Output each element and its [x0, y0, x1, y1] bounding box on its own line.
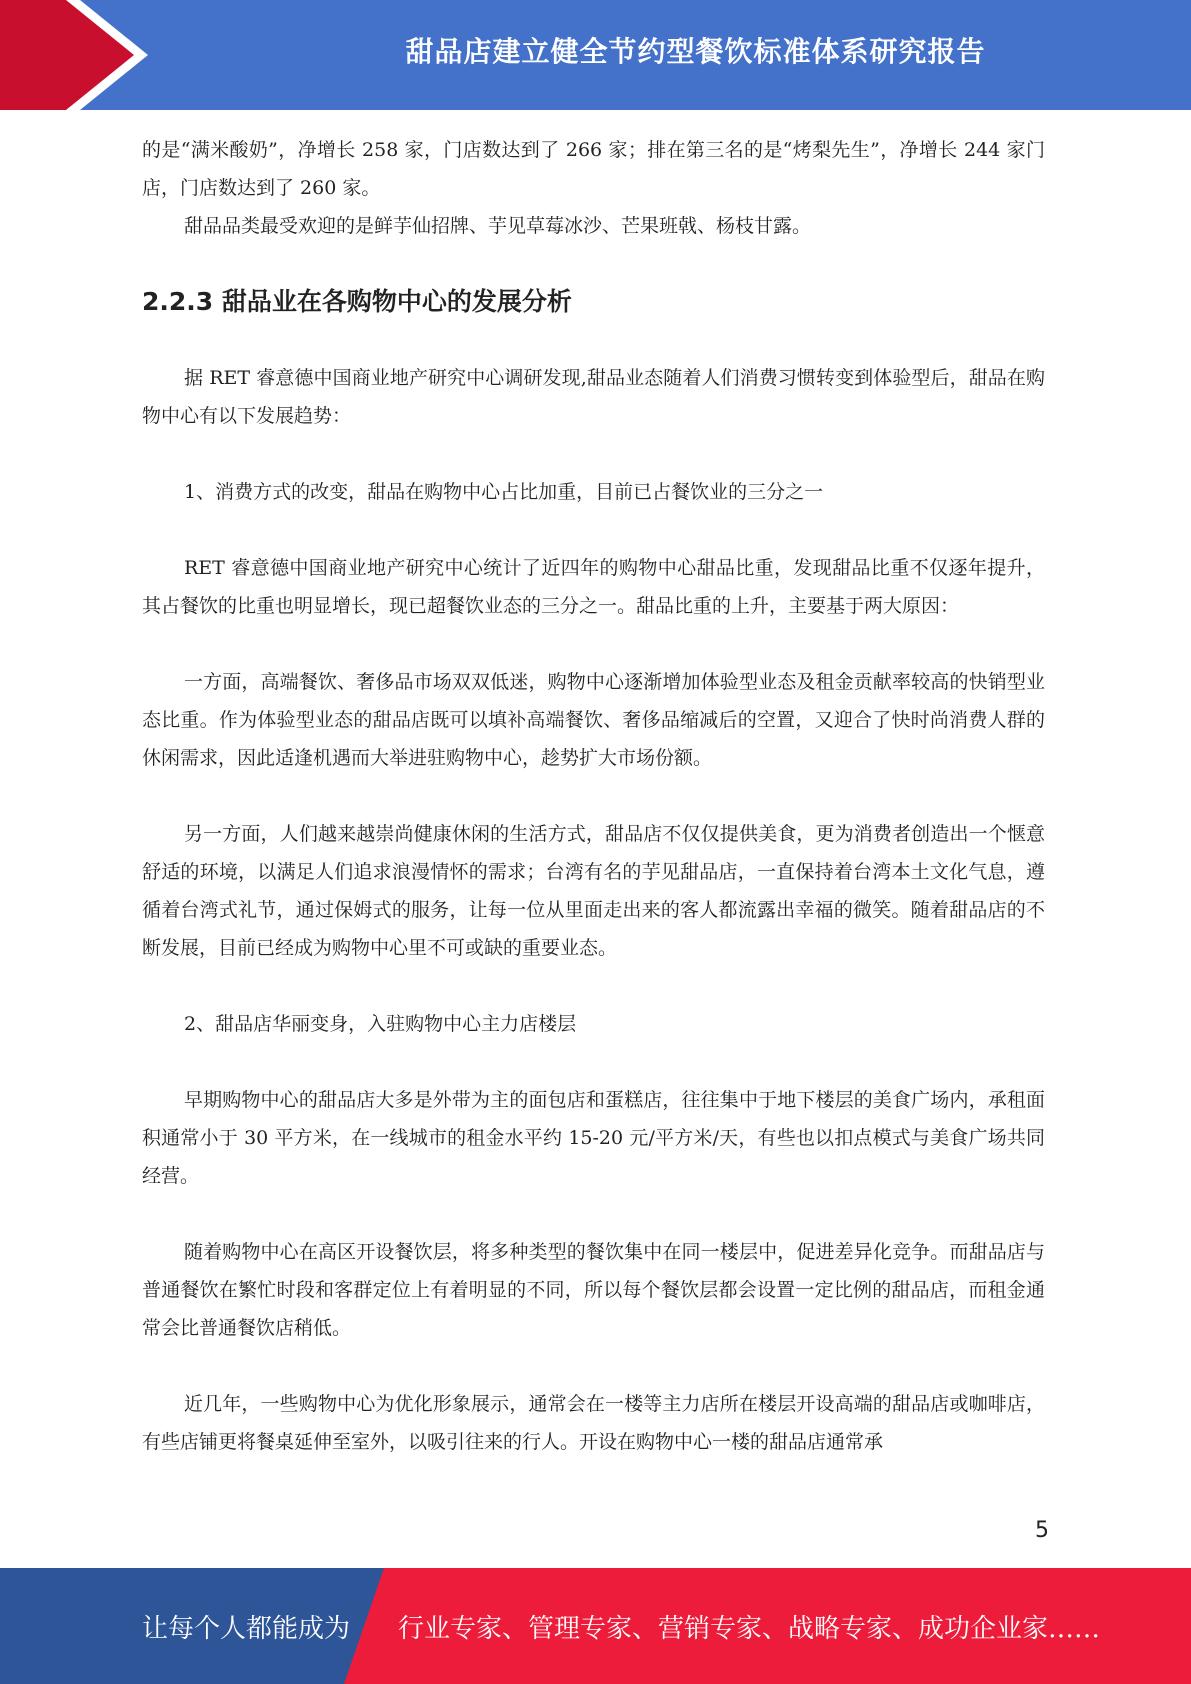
paragraph: 早期购物中心的甜品店大多是外带为主的面包店和蛋糕店，往往集中于地下楼层的美食广场内，承租面积通常小于 30 平方米，在一线城市的租金水平约 15-20 元/平方米/天，有些也以扣点模式与美食广场共同经营。 — [142, 1089, 1045, 1187]
paragraph: 随着购物中心在高区开设餐饮层，将多种类型的餐饮集中在同一楼层中，促进差异化竞争。而甜品店与普通餐饮在繁忙时段和客群定位上有着明显的不同，所以每个餐饮层都会设置一定比例的甜品店，而租金通常会比普通餐饮店稍低。 — [142, 1241, 1045, 1339]
paragraph: 的是“满米酸奶”，净增长 258 家，门店数达到了 266 家；排在第三名的是“烤梨先生”，净增长 244 家门店，门店数达到了 260 家。 — [142, 139, 1045, 199]
page-number: 5 — [1035, 1518, 1049, 1543]
header-title: 甜品店建立健全节约型餐饮标准体系研究报告 — [405, 35, 986, 68]
paragraph: 甜品品类最受欢迎的是鲜芋仙招牌、芋见草莓冰沙、芒果班戟、杨枝甘露。 — [184, 215, 812, 237]
paragraph: 一方面，高端餐饮、奢侈品市场双双低迷，购物中心逐渐增加体验型业态及租金贡献率较高的快销型业态比重。作为体验型业态的甜品店既可以填补高端餐饮、奢侈品缩减后的空置，又迎合了快时尚消费人群的休闲需求，因此适逢机遇而大举进驻购物中心，趁势扩大市场份额。 — [142, 671, 1045, 769]
paragraph: 近几年，一些购物中心为优化形象展示，通常会在一楼等主力店所在楼层开设高端的甜品店或咖啡店，有些店铺更将餐桌延伸至室外，以吸引往来的行人。开设在购物中心一楼的甜品店通常承 — [142, 1393, 1045, 1453]
paragraph: 据 RET 睿意德中国商业地产研究中心调研发现,甜品业态随着人们消费习惯转变到体验型后，甜品在购物中心有以下发展趋势： — [142, 367, 1045, 427]
paragraph: RET 睿意德中国商业地产研究中心统计了近四年的购物中心甜品比重，发现甜品比重不仅逐年提升，其占餐饮的比重也明显增长，现已超餐饮业态的三分之一。甜品比重的上升，主要基于两大原因： — [142, 557, 1045, 617]
paragraph: 另一方面，人们越来越崇尚健康休闲的生活方式，甜品店不仅仅提供美食，更为消费者创造出一个惬意舒适的环境，以满足人们追求浪漫情怀的需求；台湾有名的芋见甜品店，一直保持着台湾本土文化气息，遵循着台湾式礼节，通过保姆式的服务，让每一位从里面走出来的客人都流露出幸福的微笑。随着甜品店的不断发展，目前已经成为购物中心里不可或缺的重要业态。 — [142, 823, 1045, 959]
list-heading: 2、甜品店华丽变身，入驻购物中心主力店楼层 — [184, 1013, 577, 1035]
document-body — [142, 131, 1045, 1461]
page-footer — [0, 1568, 1191, 1684]
page-header — [0, 0, 1191, 110]
section-heading: 2.2.3 甜品业在各购物中心的发展分析 — [142, 287, 572, 316]
footer-slogan-left: 让每个人都能成为 — [142, 1613, 351, 1644]
list-heading: 1、消费方式的改变，甜品在购物中心占比加重，目前已占餐饮业的三分之一 — [184, 481, 824, 503]
footer-slogan-right: 行业专家、管理专家、营销专家、战略专家、成功企业家…… — [398, 1613, 1101, 1644]
